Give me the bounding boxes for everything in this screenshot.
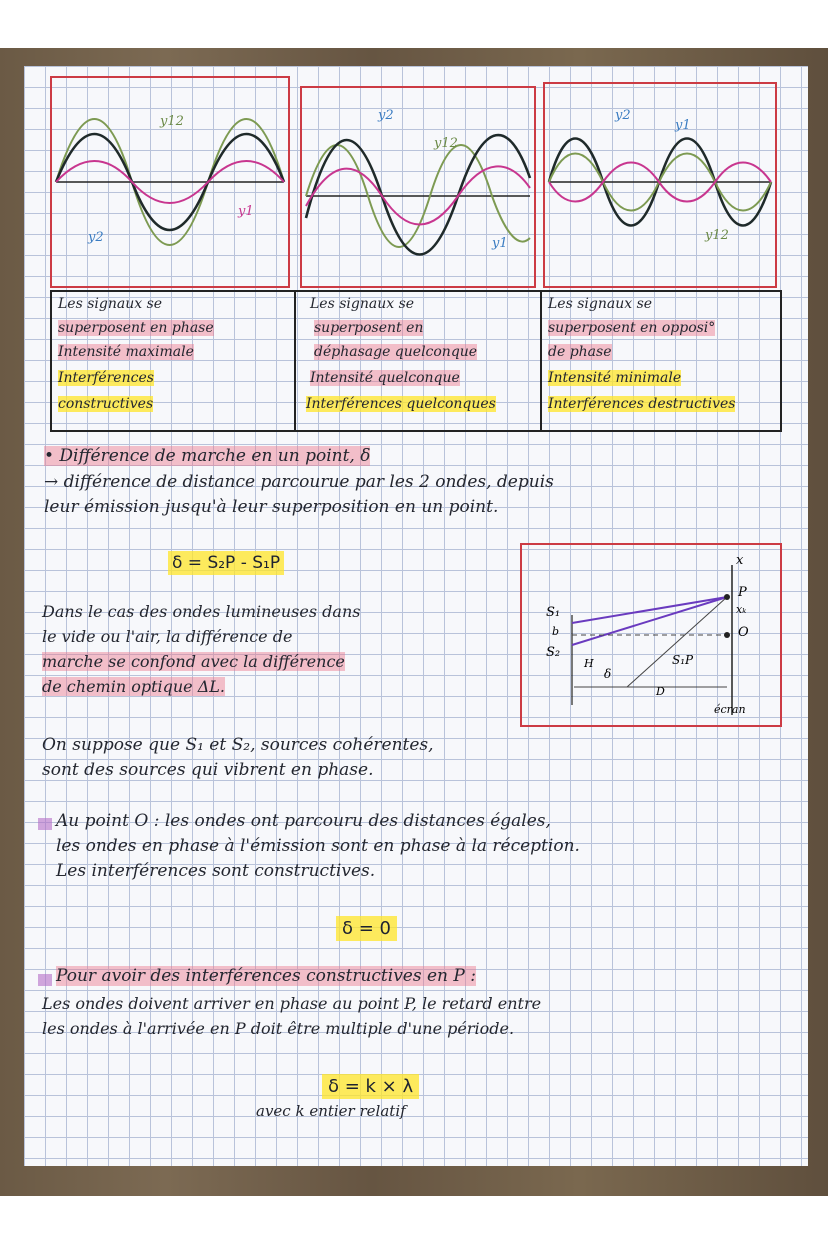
bullet-marker — [38, 818, 52, 830]
label-x-axis: x — [736, 553, 744, 568]
table-text: Intensité maximale — [58, 344, 194, 360]
summary-table — [50, 290, 782, 432]
point-o-line: les ondes en phase à l'émission sont en phase à la réception. — [56, 836, 580, 856]
formula-delta: δ = S₂P - S₁P — [168, 551, 284, 575]
point-o-line: Au point O : les ondes ont parcouru des distances égales, — [56, 811, 551, 831]
table-text: Interférences quelconques — [306, 396, 496, 412]
paragraph-line: de chemin optique ΔL. — [42, 677, 225, 696]
table-text: superposent en opposi° — [548, 320, 716, 336]
table-text: Les signaux se — [58, 296, 163, 312]
young-slits-figure — [520, 543, 782, 727]
label-y1: y1 — [238, 204, 254, 219]
label-xk: xₖ — [736, 603, 747, 616]
label-y2: y2 — [88, 230, 104, 245]
label-s2: S₂ — [546, 645, 561, 660]
definition-line: → différence de distance parcourue par les 2 ondes, depuis — [44, 472, 554, 492]
wave-plot-3 — [545, 84, 775, 286]
label-h: H — [584, 657, 594, 670]
graph-in-phase — [50, 76, 290, 288]
table-text: superposent en phase — [58, 320, 214, 336]
label-s1p: S₁P — [672, 653, 694, 667]
graph-opposition — [543, 82, 777, 288]
label-ecran: écran — [714, 703, 746, 716]
assumption-line: On suppose que S₁ et S₂, sources cohérentes, — [42, 735, 434, 755]
wave-plot-2 — [302, 88, 534, 286]
label-s1: S₁ — [546, 605, 561, 620]
formula-note: avec k entier relatif — [256, 1102, 406, 1120]
label-p: P — [738, 585, 747, 600]
table-cell-destructive — [542, 292, 778, 430]
label-b: b — [552, 625, 560, 638]
table-text: Intensité minimale — [548, 370, 682, 386]
label-d: D — [656, 685, 665, 698]
table-text: Interférences — [58, 370, 154, 386]
formula-delta-zero: δ = 0 — [336, 916, 397, 941]
constructive-line: Les ondes doivent arriver en phase au point P, le retard entre — [42, 994, 542, 1013]
label-y12: y12 — [160, 114, 184, 129]
table-text: Interférences destructives — [548, 396, 736, 412]
table-text: déphasage quelconque — [314, 344, 478, 360]
table-text: Les signaux se — [310, 296, 415, 312]
table-text: Les signaux se — [548, 296, 653, 312]
label-y2: y2 — [378, 108, 394, 123]
table-text: de phase — [548, 344, 612, 360]
bullet-marker — [38, 974, 52, 986]
label-y1: y1 — [492, 236, 508, 251]
table-cell-constructive — [52, 292, 296, 430]
point-o-line: Les interférences sont constructives. — [56, 861, 376, 881]
label-y2: y2 — [615, 108, 631, 123]
paragraph-line: marche se confond avec la différence — [42, 652, 345, 671]
table-cell-any — [296, 292, 542, 430]
table-text: Intensité quelconque — [310, 370, 460, 386]
constructive-line: Pour avoir des interférences constructives en P : — [56, 966, 476, 986]
table-text: superposent en — [314, 320, 424, 336]
constructive-line: les ondes à l'arrivée en P doit être multiple d'une période. — [42, 1019, 515, 1038]
assumption-line: sont des sources qui vibrent en phase. — [42, 760, 374, 780]
label-y12: y12 — [434, 136, 458, 151]
label-y12: y12 — [705, 228, 729, 243]
paragraph-line: Dans le cas des ondes lumineuses dans — [42, 602, 361, 621]
label-y1: y1 — [675, 118, 691, 133]
label-o: O — [738, 625, 749, 640]
paragraph-line: le vide ou l'air, la différence de — [42, 627, 293, 646]
section-title-path-difference: • Différence de marche en un point, δ — [44, 446, 371, 466]
formula-k-lambda: δ = k × λ — [322, 1074, 419, 1099]
definition-line: leur émission jusqu'à leur superposition en un point. — [44, 497, 499, 517]
wave-plot-1 — [52, 78, 288, 286]
label-delta: δ — [604, 667, 612, 681]
graph-any-phase — [300, 86, 536, 288]
table-text: constructives — [58, 396, 154, 412]
